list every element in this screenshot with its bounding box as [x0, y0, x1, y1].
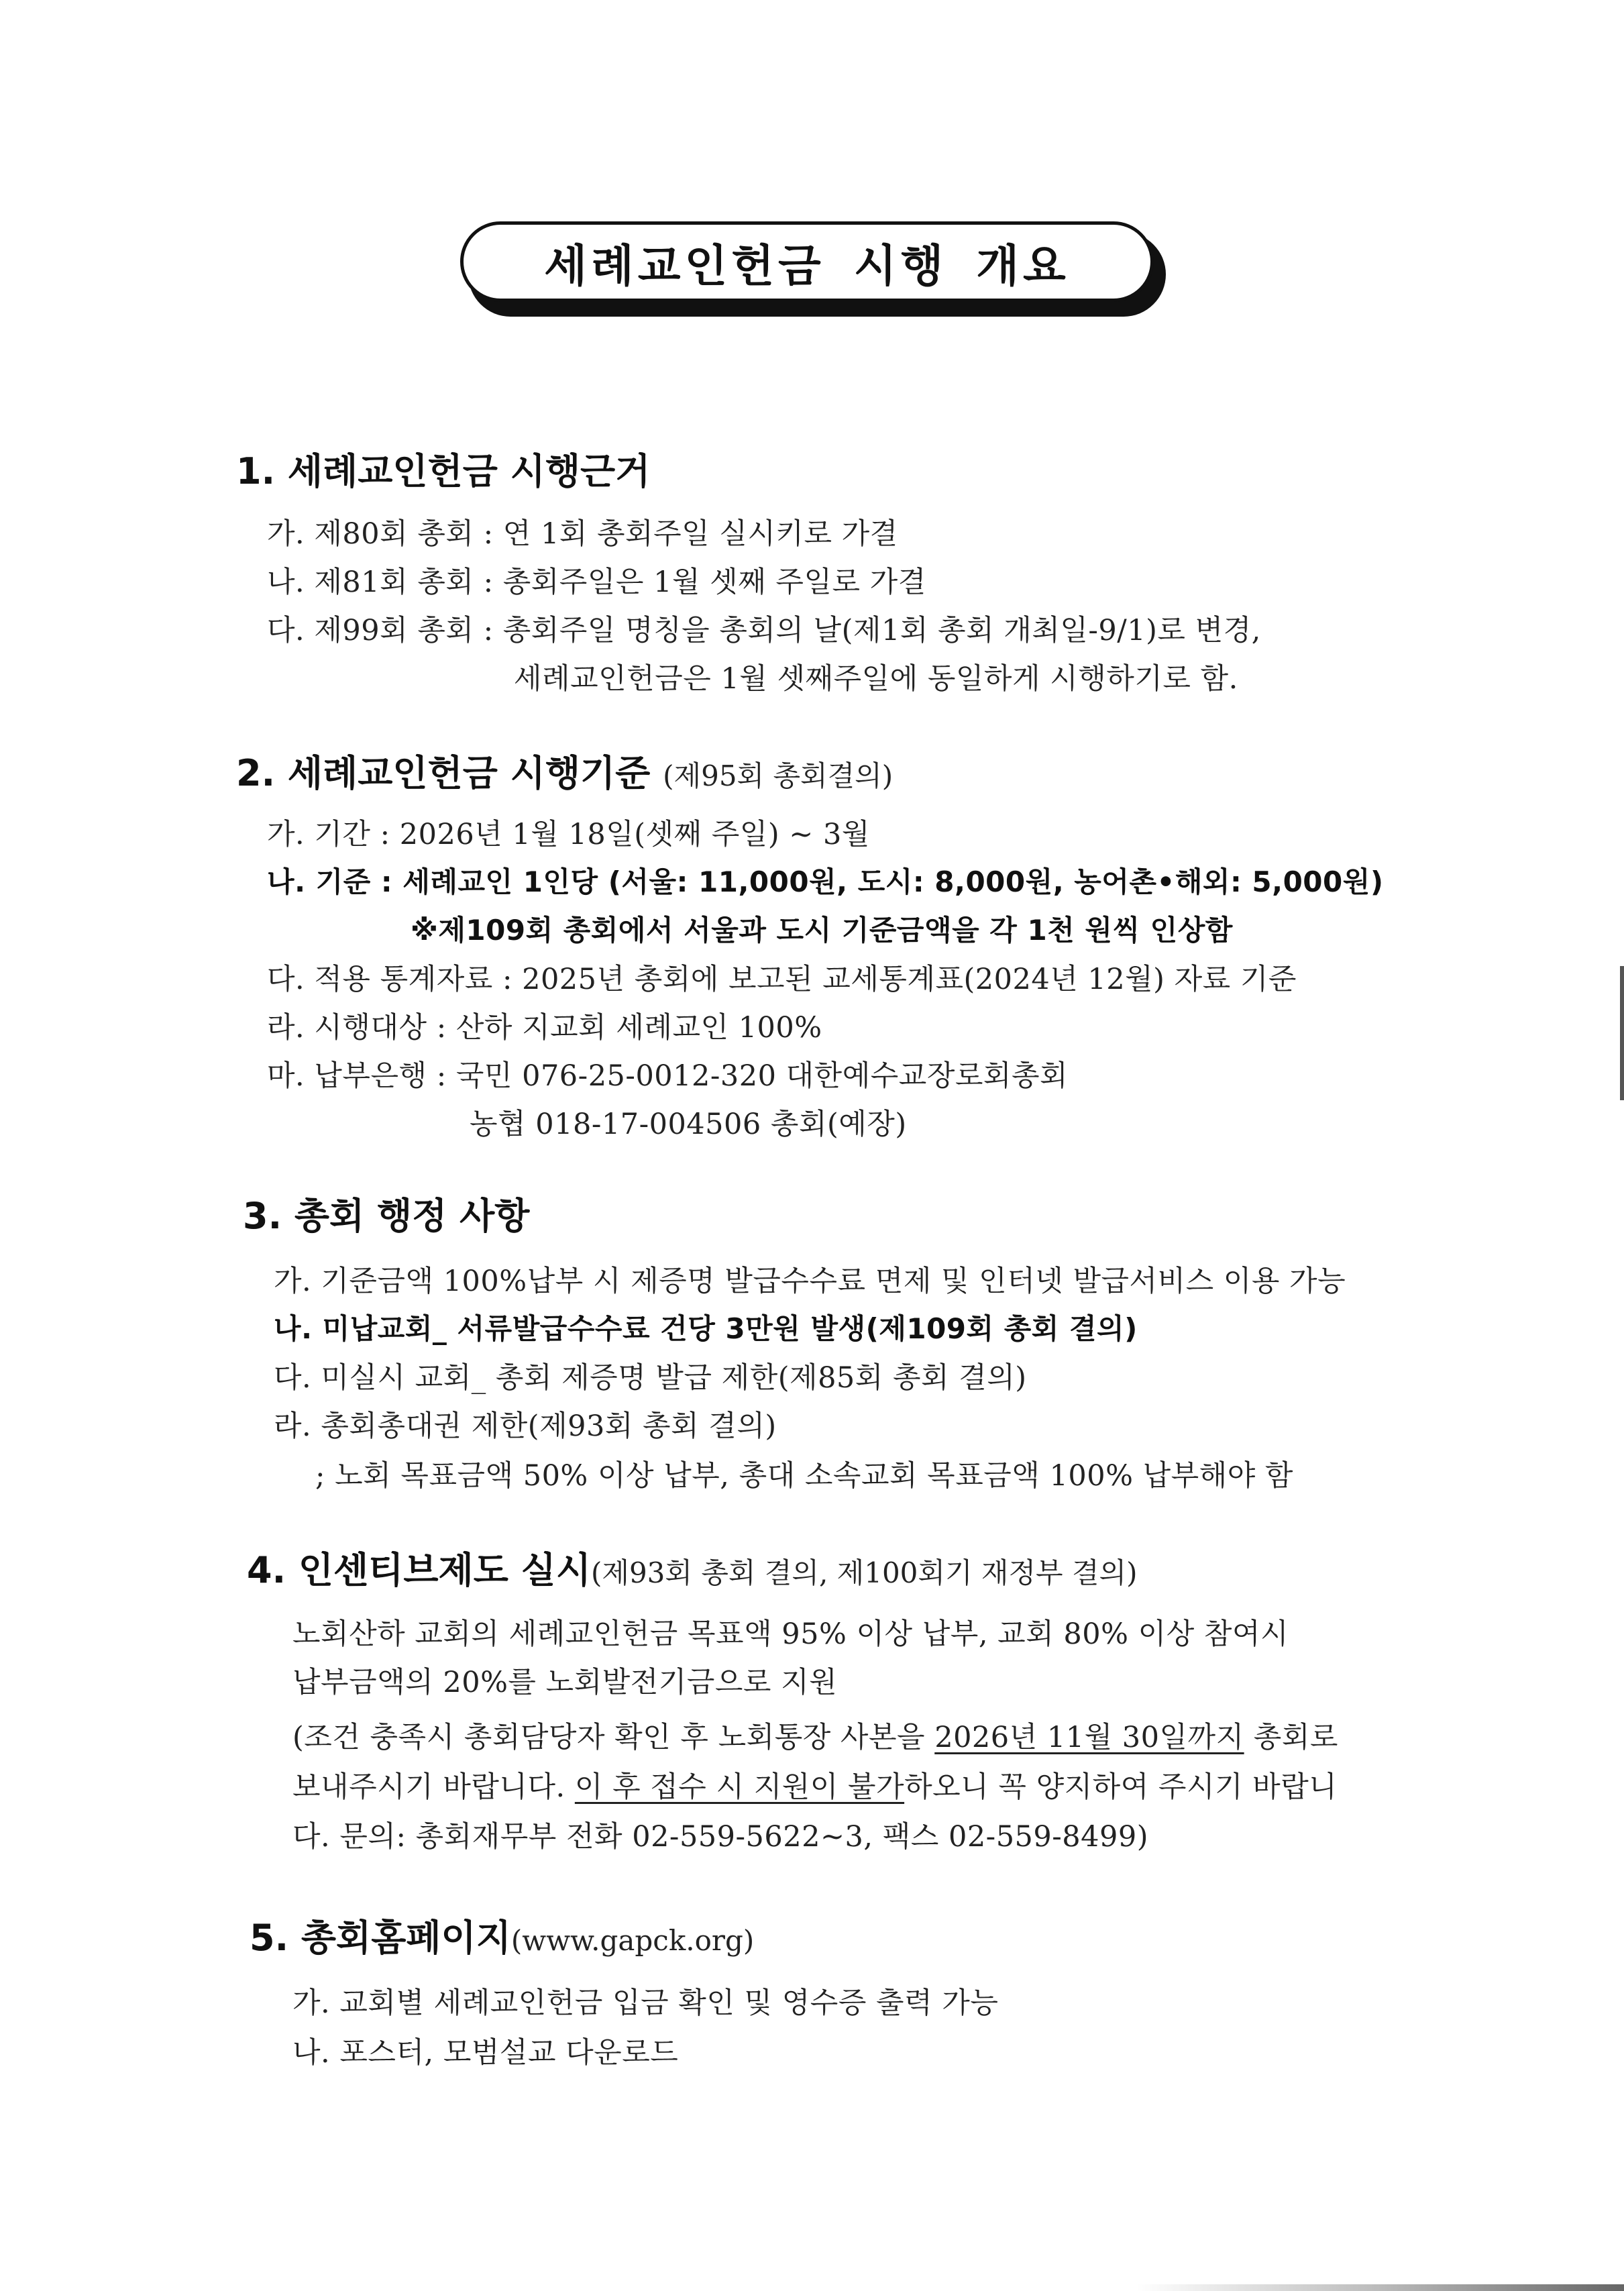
section-2-line-4: 다. 적용 통계자료 : 2025년 총회에 보고된 교세통계표(2024년 12월) 자료 기준	[267, 963, 1297, 996]
section-4-condition-line-2	[292, 1764, 1337, 1805]
page-title: 세례교인헌금 시행 개요	[544, 239, 1070, 292]
condition-text-c: 총회로	[1244, 1721, 1338, 1754]
condition-text-a: (조건 충족시 총회담당자 확인 후 노회통장 사본을	[292, 1721, 935, 1754]
section-4-condition-line-1	[292, 1715, 1338, 1756]
title-banner	[460, 221, 1169, 319]
section-3-heading-text: 3. 총회 행정 사항	[243, 1195, 530, 1237]
section-1-line-4: 세례교인헌금은 1월 셋째주일에 동일하게 시행하기로 함.	[514, 662, 1238, 696]
section-2-heading	[236, 745, 893, 796]
section-2-heading-text: 2. 세례교인헌금 시행기준	[236, 752, 651, 794]
section-3-heading	[243, 1187, 529, 1239]
section-2-line-5: 라. 시행대상 : 산하 지교회 세례교인 100%	[267, 1011, 822, 1045]
section-3-line-4: 라. 총회총대권 제한(제93회 총회 결의)	[274, 1409, 777, 1443]
section-4-condition-line-3: 다. 문의: 총회재무부 전화 02-559-5622~3, 팩스 02-559-8499)	[292, 1820, 1149, 1854]
section-1-line-3: 다. 제99회 총회 : 총회주일 명칭을 총회의 날(제1회 총회 개최일-9/1)로 변경,	[267, 614, 1261, 647]
section-4-line-2: 납부금액의 20%를 노회발전기금으로 지원	[292, 1666, 838, 1699]
section-4-heading-text: 4. 인센티브제도 실시	[247, 1549, 591, 1591]
section-4-note: (제93회 총회 결의, 제100회기 재정부 결의)	[591, 1556, 1138, 1589]
section-5-line-2: 나. 포스터, 모범설교 다운로드	[292, 2036, 679, 2070]
section-5-heading	[250, 1909, 754, 1961]
section-3-line-1: 가. 기준금액 100%납부 시 제증명 발급수수료 면제 및 인터넷 발급서비스 이용 가능	[274, 1265, 1346, 1298]
section-2-line-3: ※제109회 총회에서 서울과 도시 기준금액을 각 1천 원씩 인상함	[411, 914, 1233, 947]
section-5-note: (www.gapck.org)	[510, 1924, 755, 1957]
section-3-line-3: 다. 미실시 교회_ 총회 제증명 발급 제한(제85회 총회 결의)	[274, 1361, 1027, 1395]
section-2-line-2: 나. 기준 : 세례교인 1인당 (서울: 11,000원, 도시: 8,000원, 농어촌•해외: 5,000원)	[267, 865, 1384, 898]
scan-edge-mark	[1620, 966, 1624, 1100]
section-2-note: (제95회 총회결의)	[663, 759, 894, 792]
section-5-heading-text: 5. 총회홈페이지	[250, 1917, 511, 1959]
section-1-heading	[236, 443, 650, 494]
section-5-line-1: 가. 교회별 세례교인헌금 입금 확인 및 영수증 출력 가능	[292, 1986, 999, 2020]
section-2-line-1: 가. 기간 : 2026년 1월 18일(셋째 주일) ~ 3월	[267, 818, 870, 851]
condition-text-d: 보내주시기 바랍니다.	[292, 1770, 575, 1804]
section-4-line-1: 노회산하 교회의 세례교인헌금 목표액 95% 이상 납부, 교회 80% 이상 참여시	[292, 1617, 1289, 1651]
scan-bottom-edge	[0, 2284, 1624, 2291]
section-2-line-7: 농협 018-17-004506 총회(예장)	[470, 1108, 907, 1141]
section-1-heading-text: 1. 세례교인헌금 시행근거	[236, 450, 651, 492]
condition-text-f: 하오니 꼭 양지하여 주시기 바랍니	[904, 1770, 1338, 1804]
title-box	[460, 221, 1154, 302]
deadline-underlined: 2026년 11월 30일까지	[934, 1721, 1244, 1754]
section-4-heading	[247, 1542, 1138, 1593]
no-support-underlined: 이 후 접수 시 지원이 불가	[574, 1770, 905, 1804]
section-3-line-5: ; 노회 목표금액 50% 이상 납부, 총대 소속교회 목표금액 100% 납부해야 함	[315, 1459, 1293, 1493]
section-3-line-2: 나. 미납교회_ 서류발급수수료 건당 3만원 발생(제109회 총회 결의)	[274, 1312, 1138, 1345]
section-1-line-2: 나. 제81회 총회 : 총회주일은 1월 셋째 주일로 가결	[267, 566, 926, 599]
section-2-line-6: 마. 납부은행 : 국민 076-25-0012-320 대한예수교장로회총회	[267, 1059, 1069, 1093]
section-1-line-1: 가. 제80회 총회 : 연 1회 총회주일 실시키로 가결	[267, 517, 898, 551]
